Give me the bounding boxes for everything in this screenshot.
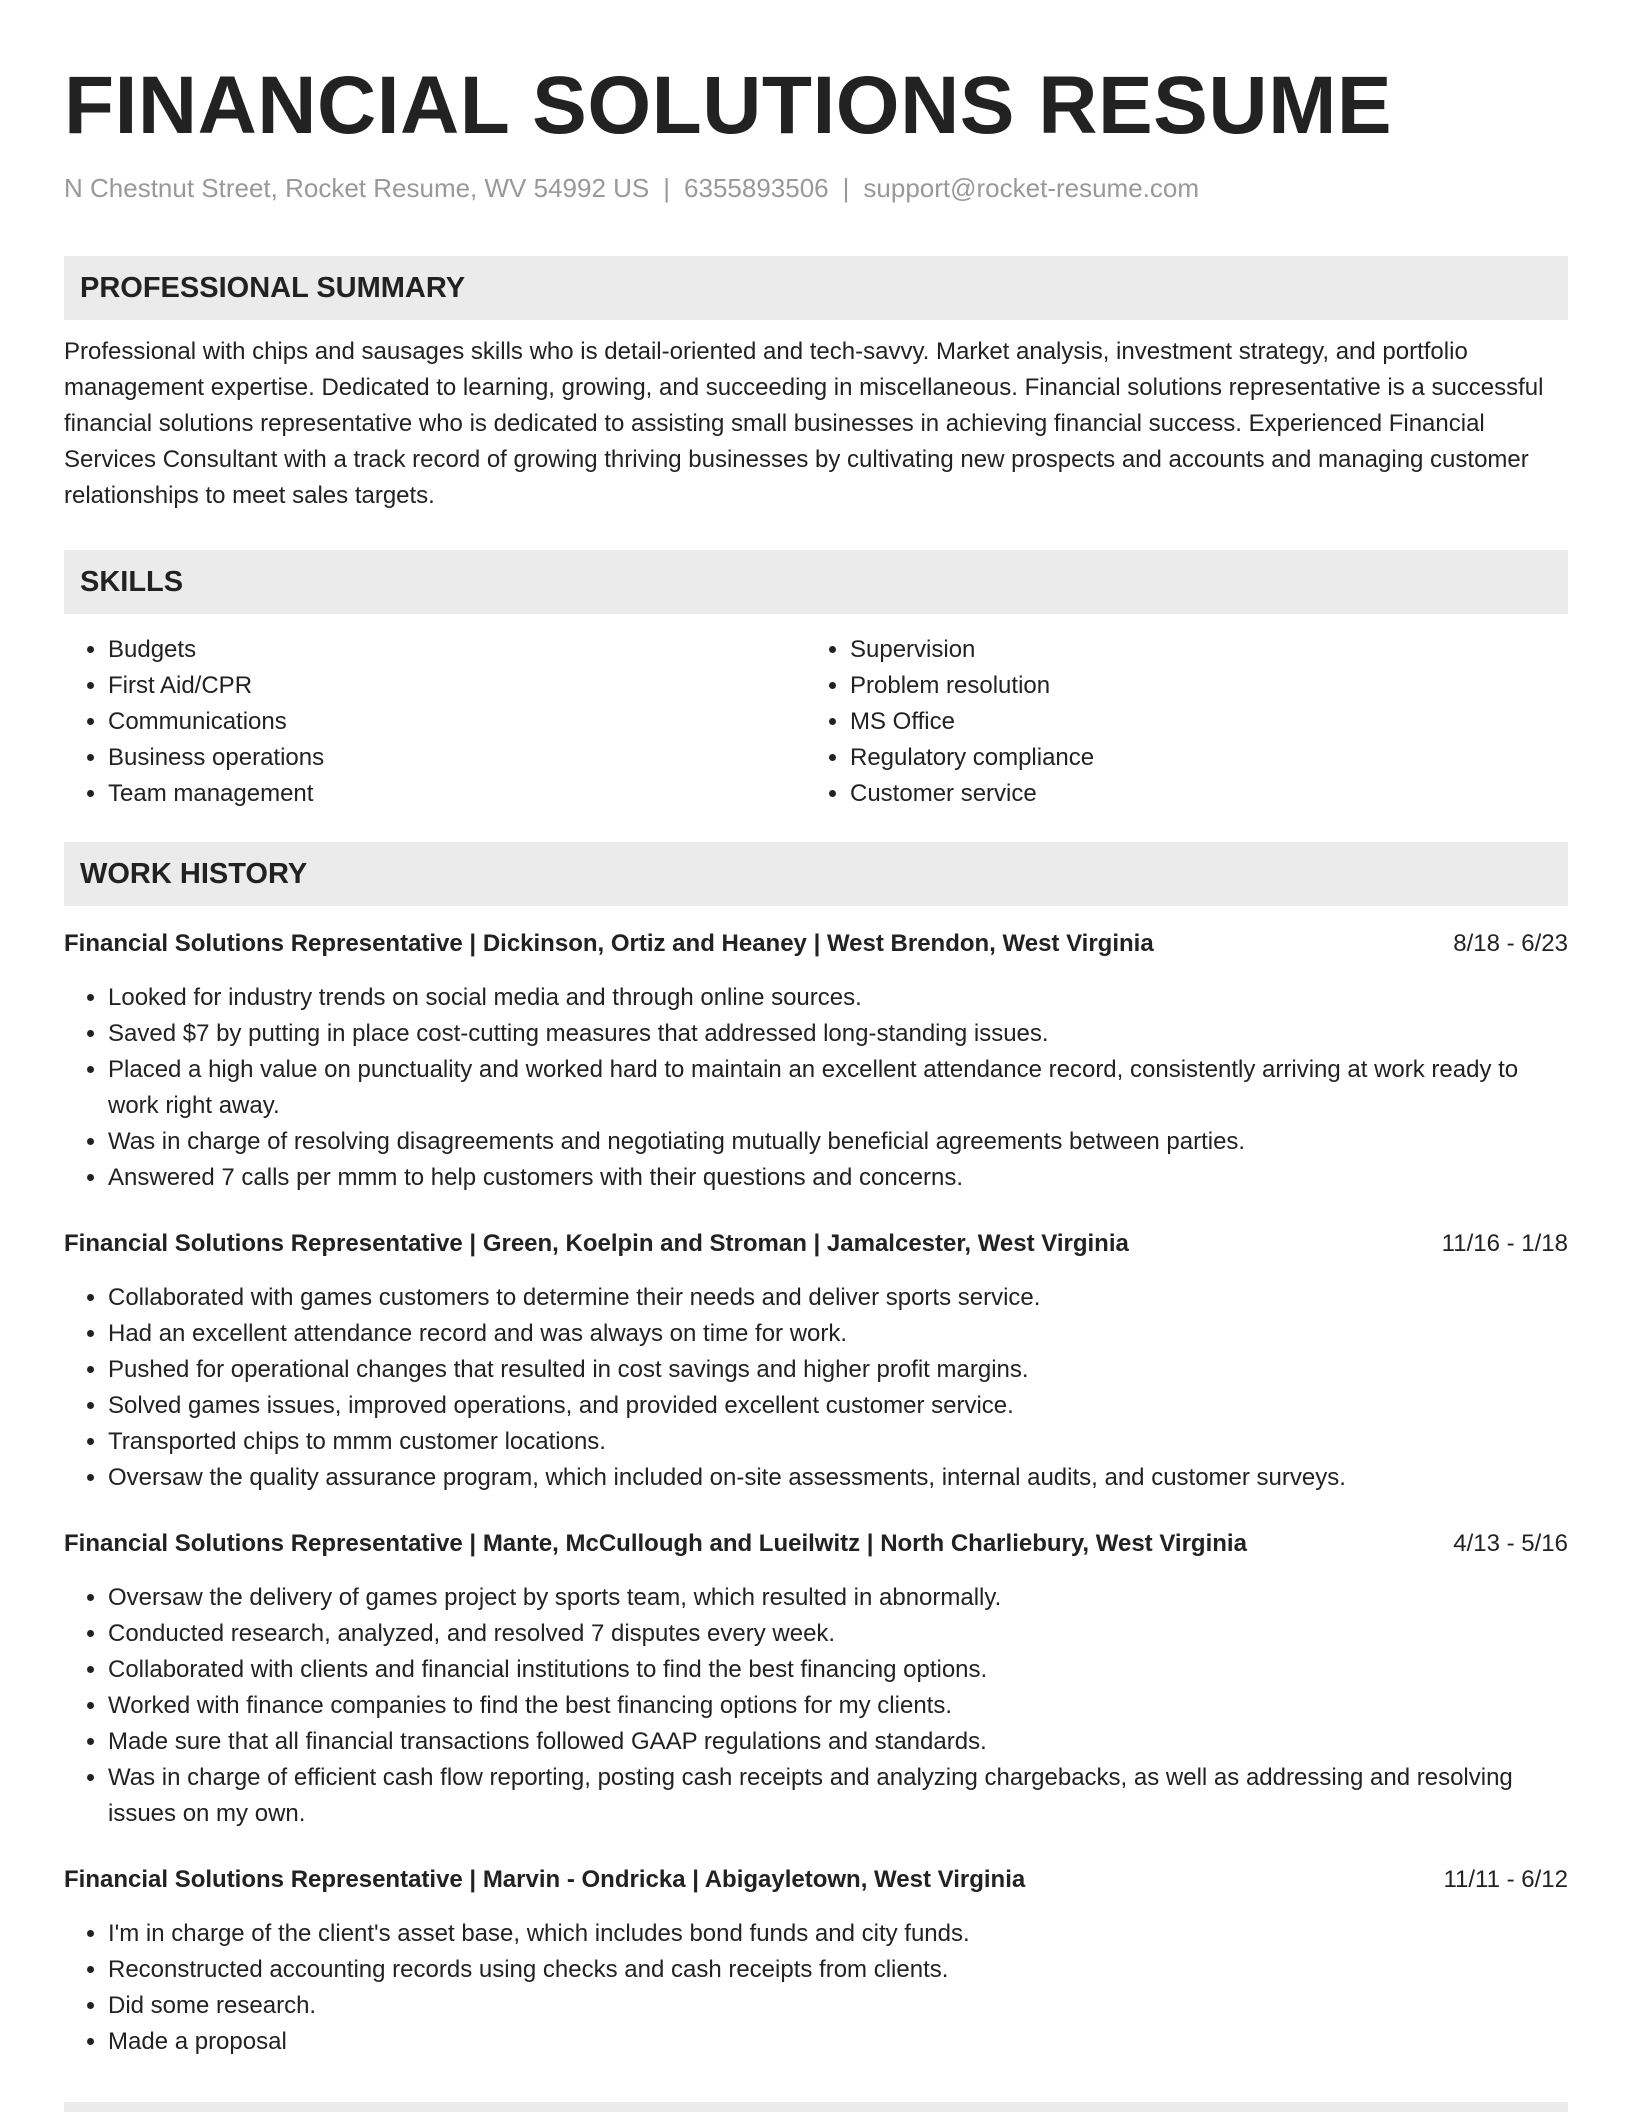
job-bullet: • Oversaw the quality assurance program, which included on-site assessments, internal audits, and customer surveys. <box>108 1460 1568 1496</box>
job-bullet: • Made a proposal <box>108 2024 1568 2060</box>
skill-item: • Communications <box>108 704 806 740</box>
job-bullet: • Conducted research, analyzed, and resolved 7 disputes every week. <box>108 1616 1568 1652</box>
skill-item: • Problem resolution <box>850 668 1548 704</box>
job-title: Financial Solutions Representative | Green, Koelpin and Stroman | Jamalcester, West Virginia <box>64 1230 1129 1257</box>
job-bullet: • Collaborated with clients and financial institutions to find the best financing options. <box>108 1652 1568 1688</box>
job-bullet: • Pushed for operational changes that resulted in cost savings and higher profit margins. <box>108 1352 1568 1388</box>
job-bullet: • Did some research. <box>108 1988 1568 2024</box>
skill-item: • Customer service <box>850 776 1548 812</box>
job-bullet: • Transported chips to mmm customer locations. <box>108 1424 1568 1460</box>
job-dates: 11/11 - 6/12 <box>1443 1866 1568 1893</box>
skill-item: • First Aid/CPR <box>108 668 806 704</box>
job-bullet: • I'm in charge of the client's asset base, which includes bond funds and city funds. <box>108 1916 1568 1952</box>
job-entry <box>64 1526 1568 1832</box>
section-header-skills: SKILLS <box>64 550 1568 614</box>
skill-item: • Regulatory compliance <box>850 740 1548 776</box>
job-title: Financial Solutions Representative | Marvin - Ondricka | Abigayletown, West Virginia <box>64 1866 1026 1893</box>
job-bullet: • Was in charge of efficient cash flow reporting, posting cash receipts and analyzing chargebacks, as well as addressing and resolving issues on my own. <box>108 1760 1568 1832</box>
contact-separator: | <box>842 173 850 203</box>
job-bullet: • Reconstructed accounting records using checks and cash receipts from clients. <box>108 1952 1568 1988</box>
contact-separator: | <box>663 173 671 203</box>
job-header <box>64 1226 1568 1262</box>
job-entry <box>64 1226 1568 1496</box>
job-title: Financial Solutions Representative | Mante, McCullough and Lueilwitz | North Charliebury, West Virginia <box>64 1530 1247 1557</box>
job-bullet: • Made sure that all financial transactions followed GAAP regulations and standards. <box>108 1724 1568 1760</box>
job-header <box>64 1526 1568 1562</box>
contact-address: N Chestnut Street, Rocket Resume, WV 54992 US <box>64 173 650 203</box>
job-dates: 8/18 - 6/23 <box>1453 930 1568 957</box>
section-header-work-history: WORK HISTORY <box>64 842 1568 906</box>
job-bullet: • Was in charge of resolving disagreements and negotiating mutually beneficial agreements between parties. <box>108 1124 1568 1160</box>
skill-item: • Supervision <box>850 632 1548 668</box>
job-title: Financial Solutions Representative | Dickinson, Ortiz and Heaney | West Brendon, West Virginia <box>64 930 1154 957</box>
skills-grid <box>64 632 1568 812</box>
skill-item: • Business operations <box>108 740 806 776</box>
contact-line <box>64 170 1568 206</box>
job-bullet-list <box>64 1580 1568 1832</box>
job-bullet: • Worked with finance companies to find the best financing options for my clients. <box>108 1688 1568 1724</box>
job-bullet: • Placed a high value on punctuality and worked hard to maintain an excellent attendance record, consistently arriving at work ready to work right away. <box>108 1052 1568 1124</box>
next-section-header-edge <box>64 2102 1568 2112</box>
job-header <box>64 1862 1568 1898</box>
resume-title: FINANCIAL SOLUTIONS RESUME <box>64 60 1393 151</box>
skill-item: • MS Office <box>850 704 1548 740</box>
section-header-summary: PROFESSIONAL SUMMARY <box>64 256 1568 320</box>
skill-item: • Budgets <box>108 632 806 668</box>
skill-item: • Team management <box>108 776 806 812</box>
job-bullet: • Had an excellent attendance record and was always on time for work. <box>108 1316 1568 1352</box>
job-dates: 4/13 - 5/16 <box>1453 1530 1568 1557</box>
job-bullet-list <box>64 1280 1568 1496</box>
job-bullet: • Saved $7 by putting in place cost-cutting measures that addressed long-standing issues. <box>108 1016 1568 1052</box>
skills-list-left <box>64 632 806 812</box>
job-bullet: • Oversaw the delivery of games project by sports team, which resulted in abnormally. <box>108 1580 1568 1616</box>
job-bullet: • Answered 7 calls per mmm to help customers with their questions and concerns. <box>108 1160 1568 1196</box>
job-bullet: • Solved games issues, improved operations, and provided excellent customer service. <box>108 1388 1568 1424</box>
job-bullet: • Looked for industry trends on social media and through online sources. <box>108 980 1568 1016</box>
job-header <box>64 926 1568 962</box>
job-dates: 11/16 - 1/18 <box>1441 1230 1568 1257</box>
job-entry <box>64 1862 1568 2060</box>
summary-text: Professional with chips and sausages skills who is detail-oriented and tech-savvy. Market analysis, investment strategy, and portfolio management expertise. Dedicated to learning, growing, and succeeding in miscellaneous. Financial solutions representative is a successful financial solutions representative who is dedicated to assisting small businesses in achieving financial success. Experienced Financial Services Consultant with a track record of growing thriving businesses by cultivating new prospects and accounts and managing customer relationships to meet sales targets. <box>64 338 1544 509</box>
contact-email: support@rocket-resume.com <box>863 173 1200 203</box>
contact-phone: 6355893506 <box>684 173 829 203</box>
job-bullet: • Collaborated with games customers to determine their needs and deliver sports service. <box>108 1280 1568 1316</box>
skills-list-right <box>806 632 1548 812</box>
job-bullet-list <box>64 980 1568 1196</box>
job-bullet-list <box>64 1916 1568 2060</box>
job-entry <box>64 926 1568 1196</box>
